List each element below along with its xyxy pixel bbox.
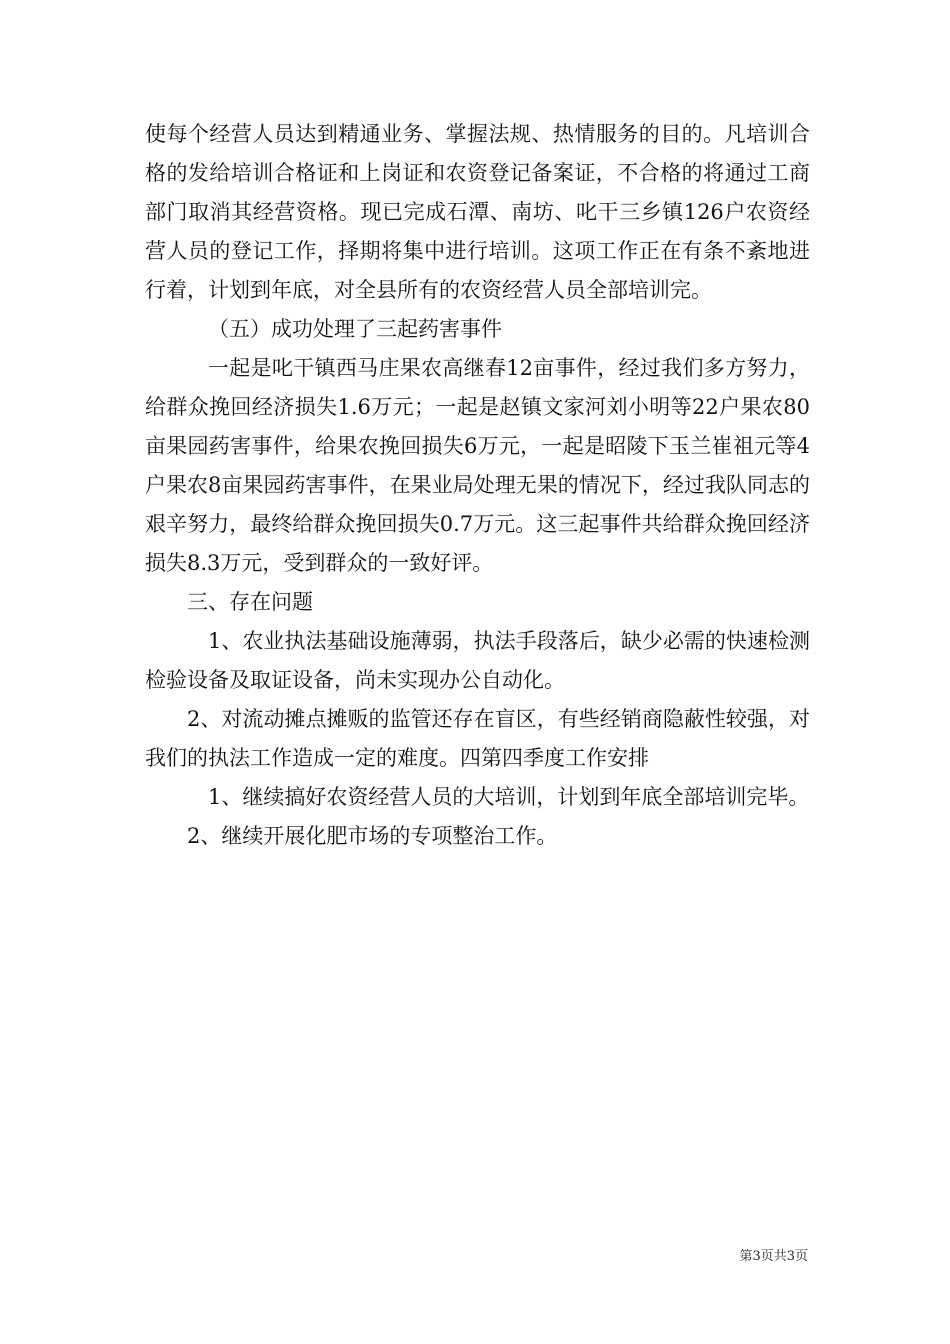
paragraph-training: 使每个经营人员达到精通业务、掌握法规、热情服务的目的。凡培训合格的发给培训合格证和上岗证和农资登记备案证，不合格的将通过工商部门取消其经营资格。现已完成石潭、南坊、叱干三乡镇126户农资经营人员的登记工作，择期将集中进行培训。这项工作正在有条不紊地进行着，计划到年底，对全县所有的农资经营人员全部培训完。 bbox=[145, 122, 810, 302]
section-heading-pesticide-incidents: （五）成功处理了三起药害事件 bbox=[208, 317, 502, 341]
paragraph-problem-1: 1、农业执法基础设施薄弱，执法手段落后，缺少必需的快速检测检验设备及取证设备，尚未实现办公自动化。 bbox=[145, 629, 810, 692]
document-body bbox=[145, 115, 810, 856]
paragraph-plan-2: 2、继续开展化肥市场的专项整治工作。 bbox=[187, 824, 558, 848]
paragraph-plan-1: 1、继续搞好农资经营人员的大培训，计划到年底全部培训完毕。 bbox=[208, 785, 810, 809]
section-heading-problems: 三、存在问题 bbox=[187, 590, 313, 614]
page-number-footer: 第3页共3页 bbox=[739, 1249, 808, 1264]
paragraph-problem-2: 2、对流动摊点摊贩的监管还存在盲区，有些经销商隐蔽性较强，对我们的执法工作造成一定的难度。四第四季度工作安排 bbox=[145, 707, 810, 770]
paragraph-pesticide-incidents: 一起是叱干镇西马庄果农高继春12亩事件，经过我们多方努力，给群众挽回经济损失1.6万元；一起是赵镇文家河刘小明等22户果农80亩果园药害事件，给果农挽回损失6万元，一起是昭陵下玉兰崔祖元等4户果农8亩果园药害事件，在果业局处理无果的情况下，经过我队同志的艰辛努力，最终给群众挽回损失0.7万元。这三起事件共给群众挽回经济损失8.3万元，受到群众的一致好评。 bbox=[145, 356, 810, 575]
